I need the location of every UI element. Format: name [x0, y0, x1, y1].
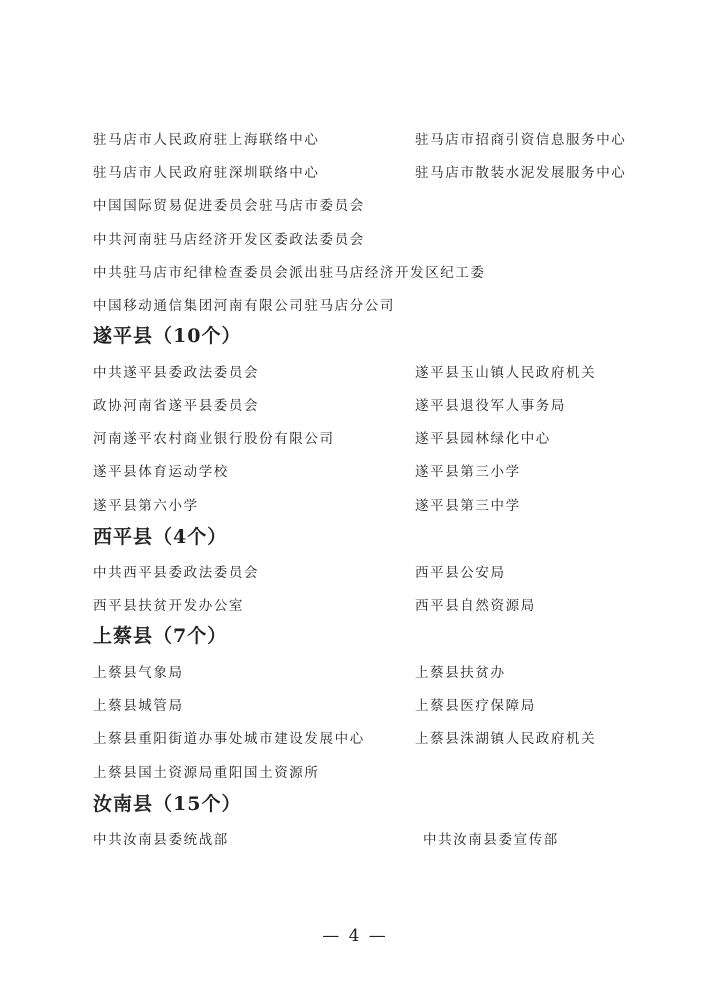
unit-name: 西平县自然资源局	[415, 598, 536, 614]
unit-name: 上蔡县国土资源局重阳国土资源所	[93, 765, 320, 781]
list-row	[93, 161, 653, 185]
list-row	[93, 761, 653, 785]
list-row	[93, 194, 653, 218]
unit-name: 遂平县第三小学	[415, 464, 521, 480]
unit-name: 西平县扶贫开发办公室	[93, 598, 244, 614]
unit-name: 遂平县园林绿化中心	[415, 431, 551, 447]
list-row	[93, 394, 653, 418]
list-row	[93, 561, 653, 585]
unit-name: 中共遂平县委政法委员会	[93, 365, 260, 381]
list-row	[93, 494, 653, 518]
unit-name: 上蔡县重阳街道办事处城市建设发展中心	[93, 731, 365, 747]
unit-name: 中国移动通信集团河南有限公司驻马店分公司	[93, 298, 395, 314]
section-heading: 上蔡县（7个）	[93, 625, 228, 647]
list-row	[93, 694, 653, 718]
unit-name: 中共汝南县委宣传部	[423, 832, 559, 848]
unit-name: 中共河南驻马店经济开发区委政法委员会	[93, 232, 365, 248]
unit-name: 遂平县退役军人事务局	[415, 398, 566, 414]
unit-name: 遂平县体育运动学校	[93, 464, 229, 480]
list-row	[93, 727, 653, 751]
unit-name: 驻马店市散装水泥发展服务中心	[415, 165, 627, 181]
list-row	[93, 594, 653, 618]
unit-name: 西平县公安局	[415, 565, 506, 581]
unit-name: 中国国际贸易促进委员会驻马店市委员会	[93, 198, 365, 214]
list-row	[93, 261, 653, 285]
unit-name: 驻马店市招商引资信息服务中心	[415, 132, 627, 148]
list-row	[93, 294, 653, 318]
unit-name: 上蔡县气象局	[93, 665, 184, 681]
page-number: — 4 —	[322, 926, 388, 946]
unit-name: 政协河南省遂平县委员会	[93, 398, 260, 414]
list-row	[93, 128, 653, 152]
list-row	[93, 828, 653, 852]
list-row	[93, 661, 653, 685]
unit-name: 上蔡县洙湖镇人民政府机关	[415, 731, 597, 747]
unit-name: 遂平县第三中学	[415, 498, 521, 514]
unit-name: 中共西平县委政法委员会	[93, 565, 260, 581]
unit-name: 中共驻马店市纪律检查委员会派出驻马店经济开发区纪工委	[93, 265, 486, 281]
list-row	[93, 228, 653, 252]
list-row	[93, 427, 653, 451]
list-row	[93, 460, 653, 484]
unit-name: 中共汝南县委统战部	[93, 832, 229, 848]
unit-name: 上蔡县扶贫办	[415, 665, 506, 681]
unit-name: 上蔡县城管局	[93, 698, 184, 714]
unit-name: 遂平县第六小学	[93, 498, 199, 514]
section-heading: 西平县（4个）	[93, 526, 228, 548]
list-row	[93, 361, 653, 385]
section-heading: 遂平县（10个）	[93, 325, 242, 347]
unit-name: 驻马店市人民政府驻上海联络中心	[93, 132, 320, 148]
unit-name: 驻马店市人民政府驻深圳联络中心	[93, 165, 320, 181]
unit-name: 河南遂平农村商业银行股份有限公司	[93, 431, 335, 447]
section-heading: 汝南县（15个）	[93, 793, 242, 815]
unit-name: 上蔡县医疗保障局	[415, 698, 536, 714]
unit-name: 遂平县玉山镇人民政府机关	[415, 365, 597, 381]
